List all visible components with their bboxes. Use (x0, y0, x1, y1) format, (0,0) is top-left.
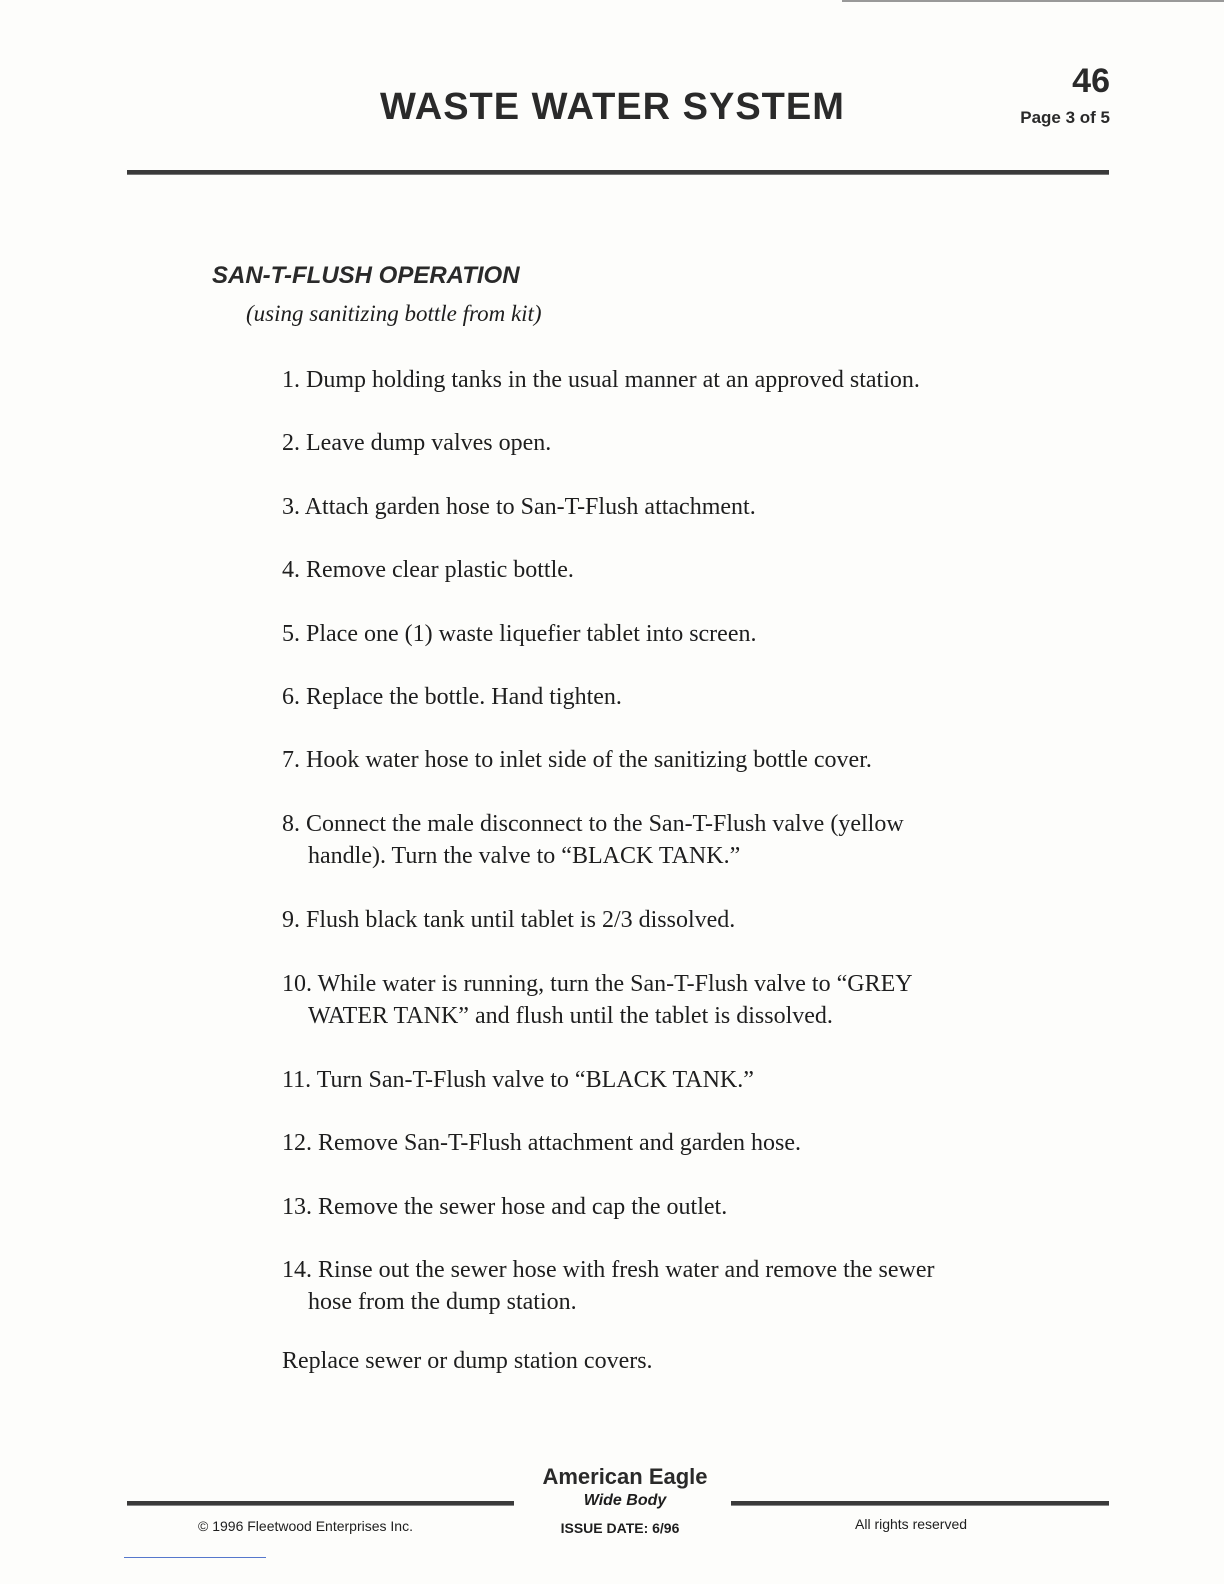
step-line: Remove clear plastic bottle. (306, 557, 574, 583)
step-line: Dump holding tanks in the usual manner at an approved station. (306, 367, 920, 393)
step-number: 2. (282, 430, 306, 456)
step-number: 14. (282, 1257, 318, 1283)
step-text (282, 744, 1042, 776)
step-item (282, 904, 1042, 936)
step-number: 3. (282, 494, 305, 520)
step-text (282, 364, 1042, 396)
step-text (282, 1064, 1042, 1096)
step-text (282, 1127, 1042, 1159)
page-indicator: Page 3 of 5 (1020, 108, 1110, 127)
step-line: Flush black tank until tablet is 2/3 dissolved. (306, 907, 736, 933)
step-line: Remove San-T-Flush attachment and garden hose. (318, 1130, 801, 1156)
step-text-continuation: handle). Turn the valve to “BLACK TANK.” (308, 843, 741, 869)
step-text (282, 554, 1042, 586)
scan-edge-line-bottom (124, 1557, 266, 1558)
step-number: 13. (282, 1194, 318, 1220)
footer-model: Wide Body (583, 1492, 667, 1509)
step-item (282, 427, 1042, 459)
step-number: 6. (282, 684, 306, 710)
step-text-continuation: hose from the dump station. (308, 1289, 577, 1315)
footer-issue-date: ISSUE DATE: 6/96 (560, 1520, 680, 1536)
step-number: 5. (282, 621, 306, 647)
footer-divider-right (731, 1501, 1109, 1506)
step-text (282, 1254, 1042, 1286)
step-number: 4. (282, 557, 306, 583)
step-text (282, 491, 1042, 523)
step-text (282, 968, 1042, 1000)
step-text (282, 427, 1042, 459)
step-number: 7. (282, 747, 306, 773)
step-text (282, 681, 1042, 713)
step-line: Rinse out the sewer hose with fresh water and remove the sewer (318, 1257, 935, 1283)
step-number: 11. (282, 1067, 317, 1093)
step-item (282, 681, 1042, 713)
step-item (282, 1254, 1042, 1318)
step-item (282, 808, 1042, 872)
step-line: Place one (1) waste liquefier tablet into screen. (306, 621, 757, 647)
footer-divider-left (127, 1501, 514, 1506)
step-line: Hook water hose to inlet side of the sanitizing bottle cover. (306, 747, 872, 773)
step-item (282, 1127, 1042, 1159)
footer-rights: All rights reserved (855, 1516, 968, 1532)
step-line: Connect the male disconnect to the San-T-Flush valve (yellow (306, 811, 904, 837)
closing-instruction: Replace sewer or dump station covers. (282, 1348, 653, 1374)
step-number: 1. (282, 367, 306, 393)
step-text (282, 808, 1042, 840)
step-item (282, 968, 1042, 1032)
step-item (282, 364, 1042, 396)
step-text-continuation: WATER TANK” and flush until the tablet is dissolved. (308, 1003, 833, 1029)
step-line: Leave dump valves open. (306, 430, 552, 456)
header-divider (127, 170, 1109, 175)
step-number: 8. (282, 811, 306, 837)
step-line: While water is running, turn the San-T-Flush valve to “GREY (317, 971, 913, 997)
step-line: Remove the sewer hose and cap the outlet. (318, 1194, 728, 1220)
footer-copyright: © 1996 Fleetwood Enterprises Inc. (198, 1518, 413, 1534)
page-title: WASTE WATER SYSTEM (380, 86, 845, 128)
step-text (282, 1191, 1042, 1223)
chapter-number: 46 (1072, 62, 1110, 100)
step-number: 9. (282, 907, 306, 933)
step-number: 12. (282, 1130, 318, 1156)
step-item (282, 1191, 1042, 1223)
footer-brand: American Eagle (542, 1464, 708, 1489)
step-line: Replace the bottle. Hand tighten. (306, 684, 622, 710)
step-item (282, 1064, 1042, 1096)
step-text (282, 618, 1042, 650)
step-item (282, 491, 1042, 523)
step-item (282, 618, 1042, 650)
step-number: 10. (282, 971, 318, 997)
scan-edge-line (842, 0, 1224, 2)
step-line: Turn San-T-Flush valve to “BLACK TANK.” (316, 1067, 754, 1093)
step-item (282, 554, 1042, 586)
step-line: Attach garden hose to San-T-Flush attachment. (304, 494, 756, 520)
step-item (282, 744, 1042, 776)
step-text (282, 904, 1042, 936)
section-subtitle: (using sanitizing bottle from kit) (246, 301, 542, 326)
section-title: SAN-T-FLUSH OPERATION (212, 262, 520, 289)
